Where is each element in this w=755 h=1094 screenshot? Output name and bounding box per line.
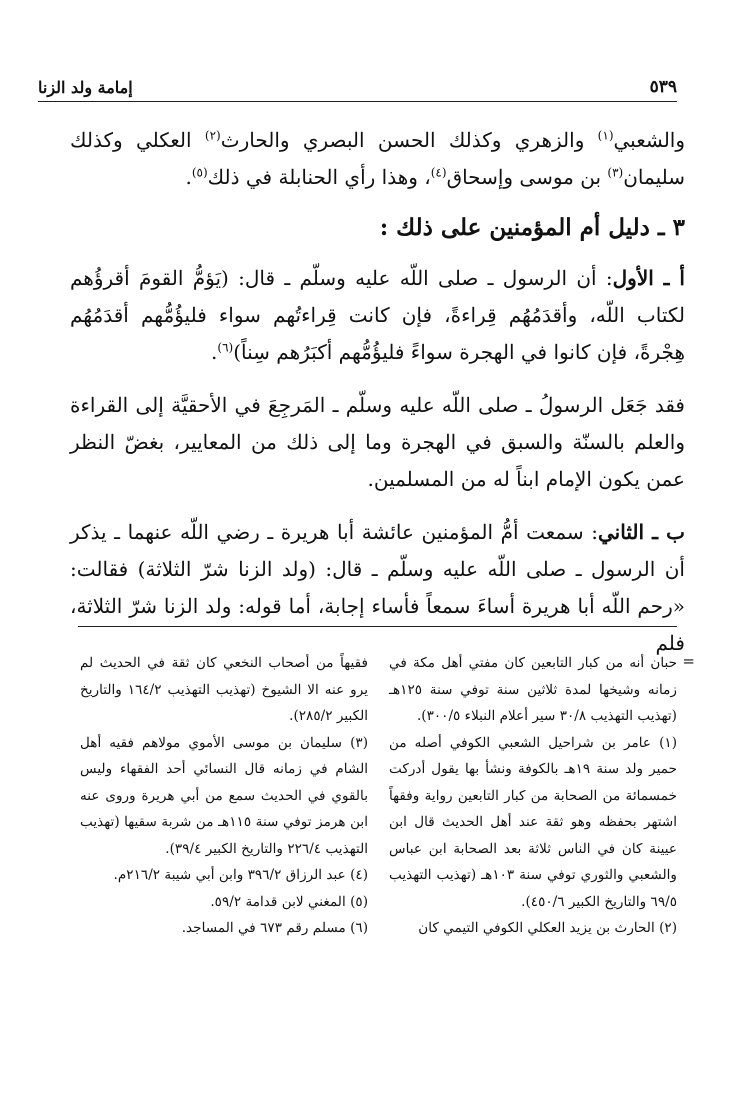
- intro-text: ، وهذا رأي الحنابلة في ذلك: [207, 165, 431, 189]
- running-title: إمامة ولد الزنا: [38, 78, 133, 97]
- footnote-number: (٤): [350, 867, 368, 883]
- footnotes-right-column: [389, 650, 677, 942]
- page-header: [38, 70, 677, 102]
- intro-text: العكلي وكذلك سليمان: [70, 128, 685, 189]
- footnote-text: حبان أنه من كبار التابعين كان مفتي أهل مكة في زمانه وشيخها لمدة ثلاثين سنة توفي سنة ١٢٥هـ (تهذيب التهذيب ٣٠/٨ سير أعلام النبلاء ٣٠٠/٥).: [389, 655, 677, 724]
- intro-text: .: [185, 165, 192, 189]
- footnote-text: المغني لابن قدامة ٥٩/٢.: [210, 893, 346, 910]
- footnote-text: الحارث بن يزيد العكلي الكوفي التيمي كان: [418, 920, 655, 936]
- footnote-number: (١): [659, 734, 677, 751]
- footnote-number: (٣): [350, 734, 368, 751]
- footnote-ref: (٣): [607, 165, 624, 180]
- intro-paragraph: [70, 122, 685, 196]
- footnote-number: (٢): [659, 920, 677, 936]
- second-text: : سمعت أمُّ المؤمنين عائشة أبا هريرة ـ رضي اللّه عنهما ـ يذكر أن الرسول ـ صلى اللّه عليه وسلّم ـ قال: (ولد الزنا شرّ الثلاثة) فقالت: «رحم اللّه أبا هريرة أساءَ سمعاً فأساء إجابة، أما قوله: ولد الزنا شرّ الثلاثة، فلم: [70, 520, 685, 655]
- first-text: .: [211, 340, 218, 364]
- footnote-text: عبد الرزاق ٣٩٦/٢ وابن أبي شيبة ٢١٦/٢م.: [113, 867, 346, 883]
- intro-text: بن موسى وإسحاق: [446, 165, 608, 189]
- footnote-text: عامر بن شراحيل الشعبي الكوفي أصله من حمير ولد سنة ١٩هـ بالكوفة ونشأ بها يقول أدركت خمسمائة من الصحابة من كبار التابعين رواية وفقهاً اشتهر بحفظه وهو ثقة عند أهل الحديث قال ابن عيينة كان في الناس ثلاثة بعد الصحابة ابن عباس والشعبي والثوري توفي سنة ١٠٣هـ (تهذيب التهذيب ٦٩/٥ والتاريخ الكبير ٤٥٠/٦).: [389, 734, 677, 910]
- footnote-number: (٦): [350, 920, 368, 936]
- footnote: [80, 889, 368, 916]
- footnote-text: سليمان بن موسى الأموي مولاهم فقيه أهل الشام في زمانه قال النسائي أحد الفقهاء وليس بالقوي في الحديث سمع من أبي هريرة وروى عنه ابن هرمز توفي سنة ١١٥هـ من شربة سقيها (تهذيب التهذيب ٢٢٦/٤ والتاريخ الكبير ٣٩/٤).: [80, 734, 368, 857]
- page-number: ٥٣٩: [649, 77, 677, 97]
- first-label: أ ـ الأول: [612, 266, 685, 290]
- footnotes-left-column: [80, 650, 368, 942]
- footnote-ref: (٢): [204, 128, 221, 143]
- first-text: : أن الرسول ـ صلى اللّه عليه وسلّم ـ قال: (يَؤمُّ القومَ أقرؤُهم لكتاب اللّه، وأقدَمُهُم قِراءةً، فإن كانت قِراءتُهم سواء فليؤُمُّهم أقدَمُهُم هِجْرةً، فإن كانوا في الهجرة سواءً فليؤُمُّهم أكبَرُهم سِناً): [70, 266, 685, 364]
- main-text: [70, 122, 685, 662]
- second-label: ب ـ الثاني: [597, 520, 685, 544]
- footnote: [389, 650, 677, 730]
- footnote-separator: [78, 626, 677, 627]
- footnote-ref: (٦): [217, 340, 234, 355]
- footnote: [80, 730, 368, 863]
- footnote: [80, 650, 368, 730]
- footnote-number: (٥): [350, 893, 368, 910]
- footnote: [389, 730, 677, 916]
- second-evidence-paragraph: [70, 514, 685, 662]
- first-evidence-paragraph: [70, 260, 685, 371]
- footnote-text: فقيهاً من أصحاب النخعي كان ثقة في الحديث لم يرو عنه الا الشيوخ (تهذيب التهذيب ١٦٤/٢ والتاريخ الكبير ٢٨٥/٢).: [80, 655, 368, 724]
- intro-text: والشعبي: [613, 128, 686, 152]
- footnote-text: مسلم رقم ٦٧٣ في المساجد.: [181, 920, 346, 936]
- intro-text: والزهري وكذلك الحسن البصري والحارث: [220, 128, 598, 152]
- footnote: [389, 915, 677, 942]
- section-heading: ٣ ـ دليل أم المؤمنين على ذلك :: [379, 214, 685, 241]
- footnote-ref: (٥): [191, 165, 208, 180]
- continuation-mark: =: [682, 652, 695, 670]
- footnote-ref: (١): [597, 128, 614, 143]
- footnote-ref: (٤): [430, 165, 447, 180]
- footnote: [80, 915, 368, 942]
- comment-paragraph: فقد جَعَل الرسولُ ـ صلى اللّه عليه وسلّم ـ المَرجِعَ في الأحقيَّة إلى القراءة والعلم بالسنّة والسبق في الهجرة وما إلى ذلك من المعايير، بغضّ النظر عمن يكون الإمام ابناً له من المسلمين.: [70, 393, 685, 491]
- footnote: [80, 862, 368, 889]
